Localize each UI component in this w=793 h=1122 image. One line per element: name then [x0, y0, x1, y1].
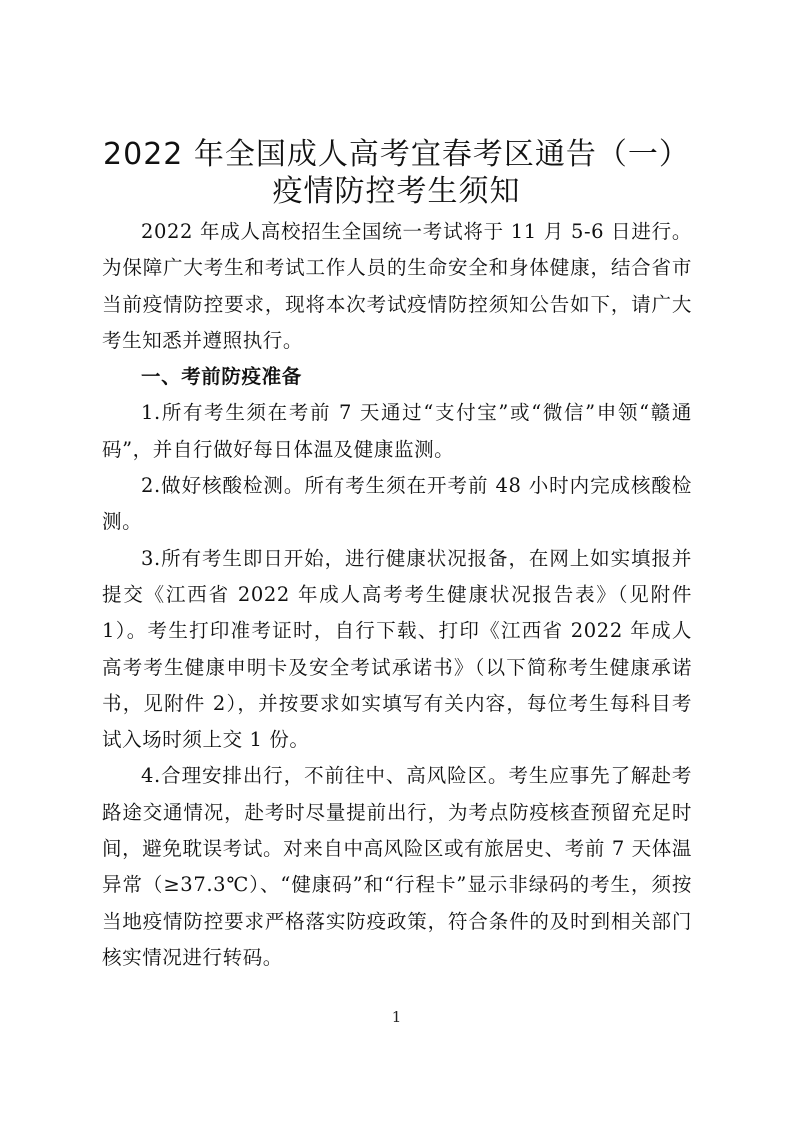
document-title: 2022 年全国成人高考宜春考区通告（一） — [103, 137, 690, 172]
list-item-1: 1.所有考生须在考前 7 天通过“支付宝”或“微信”申领“赣通码”，并自行做好每日体温及健康监测。 — [102, 401, 692, 461]
list-item-2: 2.做好核酸检测。所有考生须在开考前 48 小时内完成核酸检测。 — [102, 474, 692, 534]
section-heading: 一、考前防疫准备 — [141, 365, 302, 389]
page-number: 1 — [391, 1008, 402, 1026]
document-body — [102, 214, 692, 976]
list-item-3: 3.所有考生即日开始，进行健康状况报备，在网上如实填报并提交《江西省 2022 年成人高考考生健康状况报告表》（见附件 1）。考生打印准考证时，自行下载、打印《江西省 2022 年成人高考考生健康申明卡及安全考试承诺书》（以下简称考生健康承诺书，见附件 2），并按要求如实填写有关内容，每位考生每科目考试入场时须上交 1 份。 — [102, 546, 692, 752]
document-subtitle: 疫情防控考生须知 — [272, 174, 521, 209]
intro-paragraph: 2022 年成人高校招生全国统一考试将于 11 月 5-6 日进行。为保障广大考生和考试工作人员的生命安全和身体健康，结合省市当前疫情防控要求，现将本次考试疫情防控须知公告如下，请广大考生知悉并遵照执行。 — [102, 220, 692, 352]
list-item-4: 4.合理安排出行，不前往中、高风险区。考生应事先了解赴考路途交通情况，赴考时尽量提前出行，为考点防疫核查预留充足时间，避免耽误考试。对来自中高风险区或有旅居史、考前 7 天体温异常（≥37.3℃）、“健康码”和“行程卡”显示非绿码的考生，须按当地疫情防控要求严格落实防疫政策，符合条件的及时到相关部门核实情况进行转码。 — [102, 764, 692, 969]
